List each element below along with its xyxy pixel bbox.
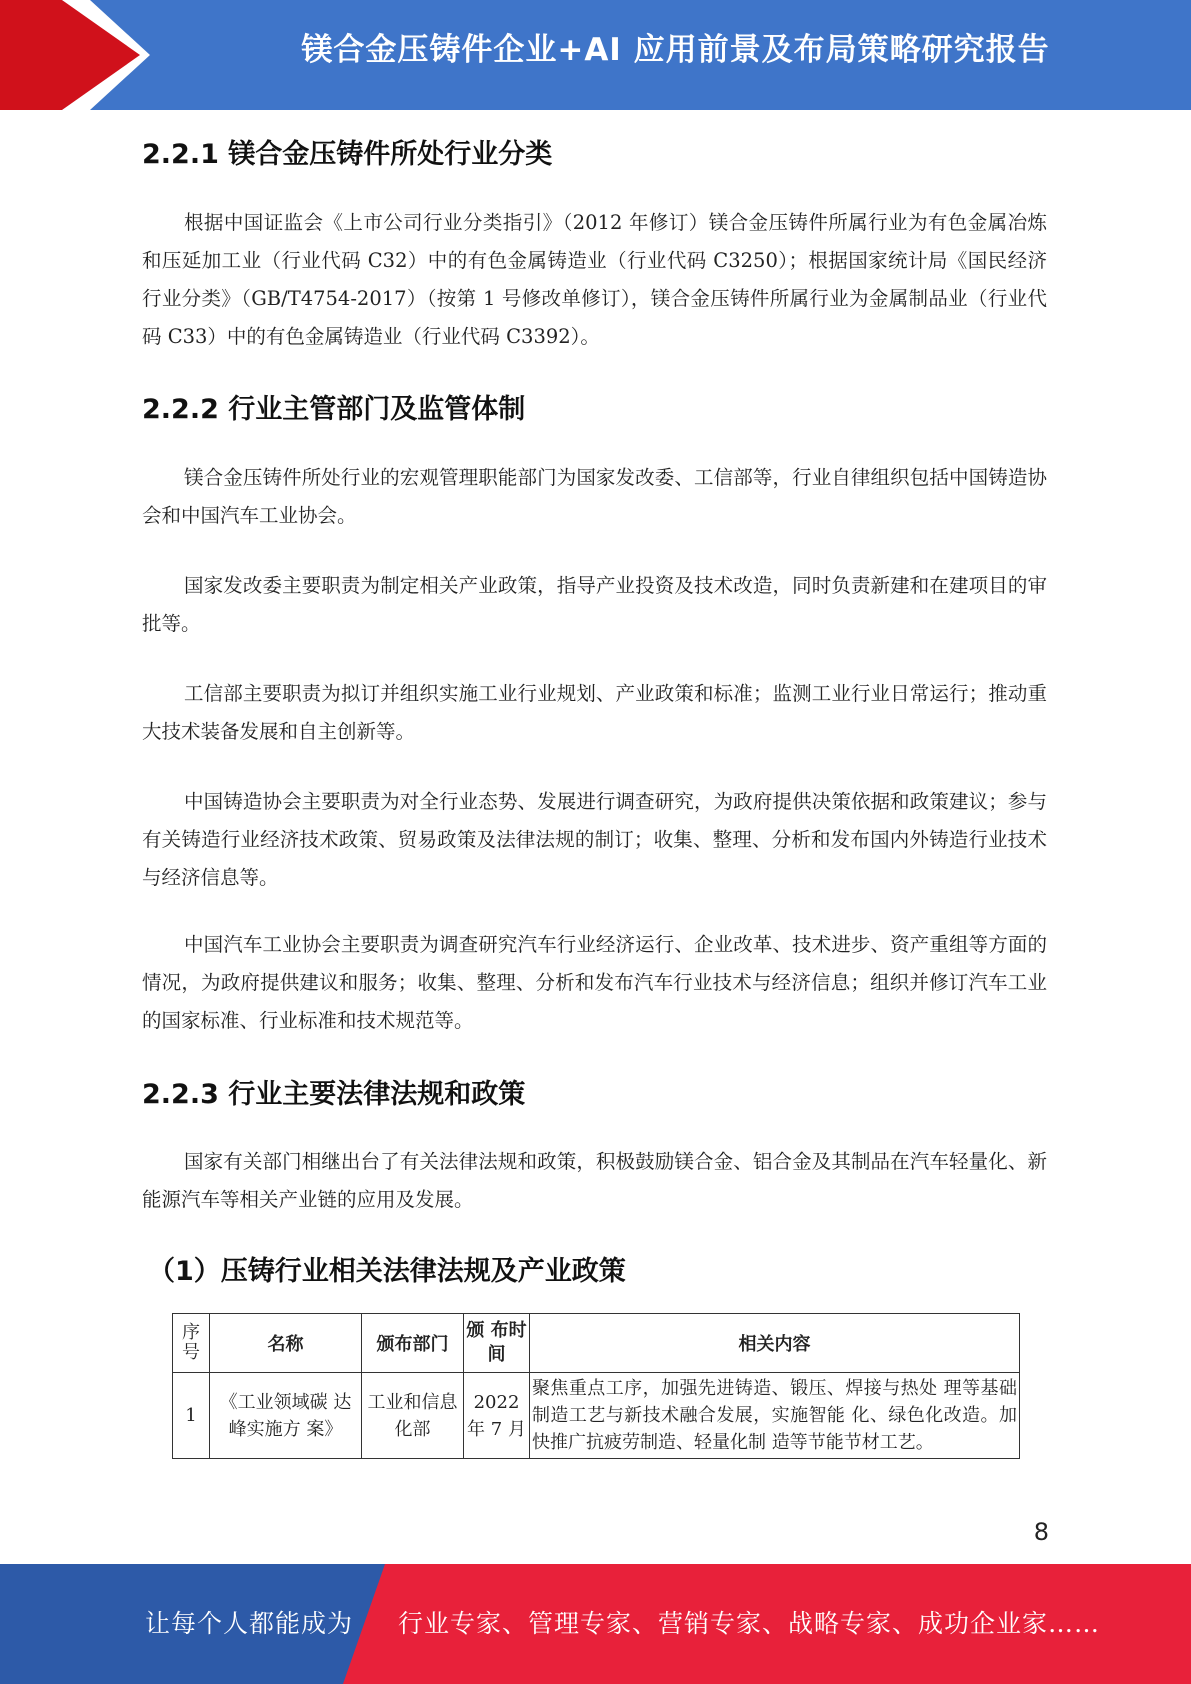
column-header-content: 相关内容 [530,1314,1020,1373]
table-header-row [173,1314,1020,1373]
section-heading-2-2-2: 2.2.2 行业主管部门及监管体制 [142,394,526,425]
paragraph-policy-overview: 国家有关部门相继出台了有关法律法规和政策，积极鼓励镁合金、铝合金及其制品在汽车轻量化、新能源汽车等相关产业链的应用及发展。 [142,1150,1047,1211]
paragraph-industry-classification: 根据中国证监会《上市公司行业分类指引》（2012 年修订）镁合金压铸件所属行业为有色金属冶炼和压延加工业（行业代码 C32）中的有色金属铸造业（行业代码 C3250）；根据国家统计局《国民经济行业分类》（GB/T4754-2017）（按第 1 号修改单修订），镁合金压铸件所属行业为金属制品业（行业代码 C33）中的有色金属铸造业（行业代码 C3392）。 [142,211,1047,348]
column-header-dept: 颁布部门 [362,1314,464,1373]
column-header-time: 颁 布时间 [464,1314,530,1373]
footer-slogan-left: 让每个人都能成为 [145,1609,354,1638]
page-footer [0,1564,1191,1684]
report-title: 镁合金压铸件企业+AI 应用前景及布局策略研究报告 [301,32,1050,68]
table-row [173,1373,1020,1459]
column-header-name: 名称 [210,1314,362,1373]
page-number: 8 [1033,1518,1049,1546]
column-header-no: 序号 [173,1314,210,1373]
paragraph-regulators-overview: 镁合金压铸件所处行业的宏观管理职能部门为国家发改委、工信部等，行业自律组织包括中国铸造协会和中国汽车工业协会。 [142,466,1047,527]
paragraph-ndrc-duties: 国家发改委主要职责为制定相关产业政策，指导产业投资及技术改造，同时负责新建和在建项目的审批等。 [142,574,1047,635]
section-heading-2-2-1: 2.2.1 镁合金压铸件所处行业分类 [142,139,553,170]
cell-dept: 工业和信息化部 [362,1373,464,1459]
policy-table [172,1313,1020,1459]
paragraph-auto-association-duties: 中国汽车工业协会主要职责为调查研究汽车行业经济运行、企业改革、技术进步、资产重组等方面的情况，为政府提供建议和服务；收集、整理、分析和发布汽车行业技术与经济信息；组织并修订汽车工业的国家标准、行业标准和技术规范等。 [142,933,1047,1032]
cell-name: 《工业领域碳 达峰实施方 案》 [210,1373,362,1459]
section-heading-2-2-3: 2.2.3 行业主要法律法规和政策 [142,1079,526,1110]
cell-time: 2022 年 7 月 [464,1373,530,1459]
paragraph-miit-duties: 工信部主要职责为拟订并组织实施工业行业规划、产业政策和标准；监测工业行业日常运行；推动重大技术装备发展和自主创新等。 [142,682,1047,743]
cell-no: 1 [173,1373,210,1459]
paragraph-foundry-association-duties: 中国铸造协会主要职责为对全行业态势、发展进行调查研究，为政府提供决策依据和政策建议；参与有关铸造行业经济技术政策、贸易政策及法律法规的制订；收集、整理、分析和发布国内外铸造行业技术与经济信息等。 [142,790,1047,889]
subsection-heading-policies: （1）压铸行业相关法律法规及产业政策 [148,1256,626,1287]
cell-content: 聚焦重点工序，加强先进铸造、锻压、焊接与热处 理等基础制造工艺与新技术融合发展，实施智能 化、绿色化改造。加快推广抗疲劳制造、轻量化制 造等节能节材工艺。 [530,1373,1020,1459]
footer-slogan-right: 行业专家、管理专家、营销专家、战略专家、成功企业家…… [398,1609,1101,1638]
